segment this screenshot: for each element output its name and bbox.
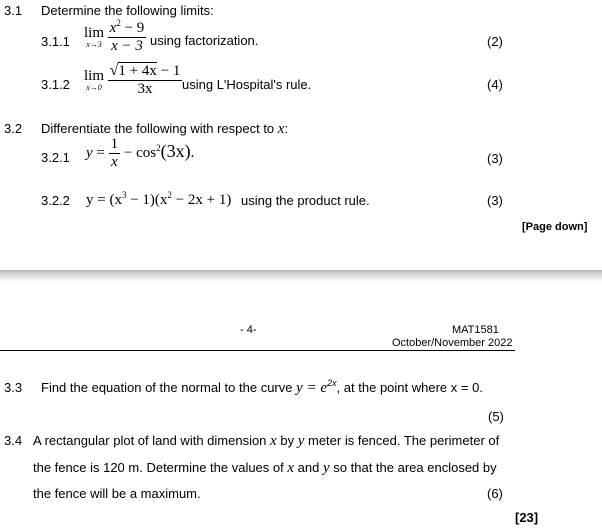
total-marks: [23] [515,510,539,525]
method-text-3-2-2: using the product rule. [241,193,370,208]
question-text-3-4-line3: the fence will be a maximum. [33,486,201,501]
fraction [108,62,183,98]
radicand: 1 + 4x [118,63,157,79]
course-code: MAT1581 [452,324,499,336]
fraction: $\frac{1}{x}$ [110,136,119,170]
marks-3-2-1: (3) [487,151,503,166]
marks-3-3: (5) [488,409,504,424]
question-text-3-4-line2: the fence is 120 m. Determine the values of x and y so that the area enclosed by [33,460,497,476]
question-text-3-3: Find the equation of the normal to the curve $y = e^{2x}$, at the point where x = 0. [41,378,483,396]
marks-3-4: (6) [487,486,503,501]
marks-3-2-2: (3) [487,193,503,208]
header-rule [0,350,515,351]
question-number-3-2: 3.2 [4,121,23,136]
question-number-3-1-1: 3.1.1 [41,34,70,49]
denominator: 3x [137,81,153,97]
question-number-3-3: 3.3 [4,380,23,395]
lim-subscript: x→3 [86,40,102,49]
question-text-3-1: Determine the following limits: [41,3,214,18]
exam-session: October/November 2022 [392,337,513,349]
method-text-3-1-2: using L'Hospital's rule. [182,77,312,92]
denominator: x − 3 [111,38,143,54]
question-number-3-2-1: 3.2.1 [41,150,70,165]
page-down-label: [Page down] [522,221,588,233]
question-number-3-2-2: 3.2.2 [41,193,70,208]
question-text-3-4-line1: A rectangular plot of land with dimension x by y meter is fenced. The perimeter of [33,433,500,449]
question-number-3-1: 3.1 [4,3,23,18]
numerator-x: x [109,20,117,36]
method-text-3-1-1: using factorization. [150,33,259,48]
marks-3-1-1: (2) [487,34,503,49]
limit-expression-3-1-2 [84,62,182,98]
lim-label: lim [84,67,105,84]
radical-sign: √ [109,62,119,79]
expression-3-2-2: $y = (x^3 - 1)(x^2 - 2x + 1)$ [86,190,232,208]
expression-3-2-1: y = $\frac{1}{x}$ − $\cos^2(3x)$. [86,136,195,170]
question-number-3-1-2: 3.1.2 [41,77,70,92]
question-number-3-4: 3.4 [4,433,23,448]
minus-one: − 1 [156,63,181,79]
question-text-3-2: Differentiate the following with respect to x: [41,121,289,137]
page-break-separator [0,270,602,282]
limit-expression-3-1-1 [84,20,146,55]
numerator-rest: − 9 [120,20,145,36]
lim-subscript: x→0 [86,82,102,92]
lim-label: lim [84,25,105,41]
fraction: $\frac{x^2 - 9}{x - 3}$ [109,18,145,54]
page-number: - 4- [240,324,257,336]
marks-3-1-2: (4) [487,77,503,92]
